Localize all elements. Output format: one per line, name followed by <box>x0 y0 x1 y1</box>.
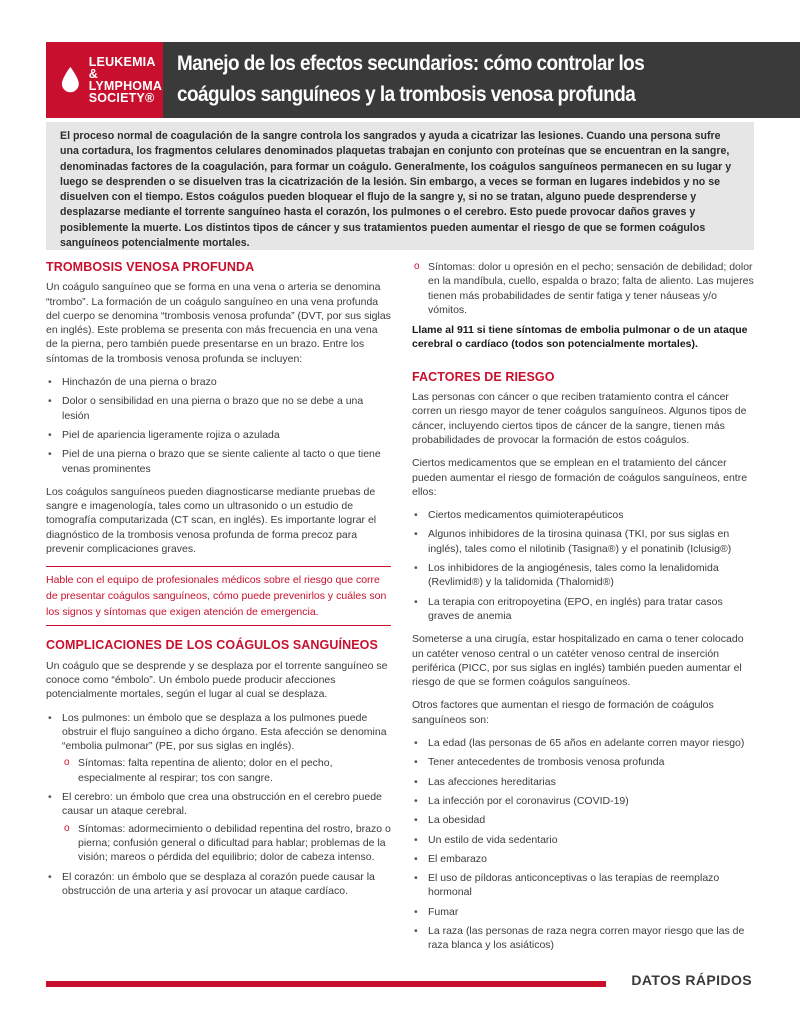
logo-line: LYMPHOMA <box>88 79 163 93</box>
list-item: • Piel de apariencia ligeramente rojiza o azulada <box>46 428 391 442</box>
sub-item: o Síntomas: dolor u opresión en el pecho; sensación de debilidad; dolor en la mandíbula, cuello, espalda o brazo; falta de aliento. Las mujeres tienen más probabilidades de sentir fatiga y tener náuseas y/o vómitos. <box>412 260 757 317</box>
list-item: • Un estilo de vida sedentario <box>412 833 757 847</box>
footer-red-bar <box>46 981 606 987</box>
list-item: • El embarazo <box>412 852 757 866</box>
callout-box: Hable con el equipo de profesionales médicos sobre el riesgo que corre de presentar coágulos sanguíneos, cómo puede prevenirlos y cuáles son los signos y síntomas que exigen atención de emergencia. <box>46 566 391 626</box>
logo-text <box>89 56 164 104</box>
page-header <box>46 42 754 118</box>
blood-drop-icon <box>60 65 81 95</box>
list-item-heart <box>46 870 391 899</box>
section-heading-complications: COMPLICACIONES DE LOS COÁGULOS SANGUÍNEOS <box>46 638 378 653</box>
brain-sublist <box>62 822 391 865</box>
dvt-symptom-list <box>46 375 391 476</box>
dvt-diagnosis-paragraph: Los coágulos sanguíneos pueden diagnosticarse mediante pruebas de sangre e imagenología, tales como un ultrasonido o un estudio de tomografía computarizada (CT scan, en inglés). Es importante lograr el diagnóstico de la trombosis venosa profunda de forma precoz para prevenir complicaciones graves. <box>46 485 377 556</box>
heart-text: El corazón: un émbolo que se desplaza al corazón puede causar la obstrucción de una arteria y así provocar un ataque cardíaco. <box>62 870 375 897</box>
left-column <box>46 256 391 907</box>
footer-label: DATOS RÁPIDOS <box>631 972 752 988</box>
list-item: • La edad (las personas de 65 años en adelante corren mayor riesgo) <box>412 736 757 750</box>
dvt-paragraph: Un coágulo sanguíneo que se forma en una vena o arteria se denomina “trombo”. La formación de un coágulo sanguíneo en una vena profunda del cuerpo se denomina “trombosis venosa profunda” (DVT, por sus siglas en inglés). Este problema se presenta con más frecuencia en una vena de la pierna, pero también puede presentarse en un brazo. Entre los síntomas de la trombosis venosa profunda se incluyen: <box>46 281 391 365</box>
right-column <box>412 256 757 962</box>
list-item-lungs <box>46 711 391 785</box>
list-item: • Las afecciones hereditarias <box>412 775 757 789</box>
sub-item: o Síntomas: falta repentina de aliento; dolor en el pecho, especialmente al respirar; tos con sangre. <box>62 756 391 785</box>
page-title: Manejo de los efectos secundarios: cómo controlar los coágulos sanguíneos y la trombosis venosa profunda <box>177 51 645 106</box>
list-item: • Dolor o sensibilidad en una pierna o brazo que no se debe a una lesión <box>46 394 391 423</box>
list-item: • Hinchazón de una pierna o brazo <box>46 375 391 389</box>
list-item: • El uso de píldoras anticonceptivas o las terapias de reemplazo hormonal <box>412 871 757 900</box>
lls-logo <box>46 42 163 118</box>
call-911-note: Llame al 911 si tiene síntomas de embolia pulmonar o de un ataque cerebral o cardíaco (todos son potencialmente mortales). <box>412 324 748 351</box>
list-item: • Algunos inhibidores de la tirosina quinasa (TKI, por sus siglas en inglés), tales como el nilotinib (Tasigna®) y el ponatinib (Iclusig®) <box>412 527 757 556</box>
risk-factors-list <box>412 736 757 953</box>
complications-paragraph: Un coágulo que se desprende y se desplaza por el torrente sanguíneo se conoce como “émbolo”. Un émbolo puede producir afecciones potencialmente mortales, según el lugar al cual se desplaza. <box>46 659 388 701</box>
medications-list <box>412 508 757 623</box>
complications-list <box>46 711 391 899</box>
lungs-text: Los pulmones: un émbolo que se desplaza a los pulmones puede obstruir el flujo sanguíneo a dicho órgano. Esta afección se denomina “embolia pulmonar” (PE, por sus siglas en inglés). <box>62 711 387 753</box>
list-item: • La infección por el coronavirus (COVID-19) <box>412 794 757 808</box>
lungs-sublist <box>62 756 391 785</box>
list-item: • La terapia con eritropoyetina (EPO, en inglés) para tratar casos graves de anemia <box>412 595 757 624</box>
title-banner <box>163 42 800 118</box>
list-item: • La obesidad <box>412 813 757 827</box>
sub-item: o Síntomas: adormecimiento o debilidad repentina del rostro, brazo o pierna; confusión general o dificultad para hablar; problemas de la visión; mareos o pérdida del equilibrio; dolor de cabeza intenso. <box>62 822 391 865</box>
risk-paragraph-1: Las personas con cáncer o que reciben tratamiento contra el cáncer corren un riesgo mayor de tener coágulos sanguíneos. Algunos tipos de cáncer, incluyendo ciertos tipos de cáncer de la sangre, tienen más probabilidades de provocar la formación de estos coágulos. <box>412 391 747 446</box>
list-item: • Piel de una pierna o brazo que se siente caliente al tacto o que tiene venas prominentes <box>46 447 391 476</box>
list-item: • Los inhibidores de la angiogénesis, tales como la lenalidomida (Revlimid®) y la talidomida (Thalomid®) <box>412 561 757 590</box>
risk-paragraph-2: Ciertos medicamentos que se emplean en el tratamiento del cáncer pueden aumentar el riesgo de formación de coágulos sanguíneos, entre ellos: <box>412 457 748 498</box>
section-heading-dvt: TROMBOSIS VENOSA PROFUNDA <box>46 260 255 274</box>
logo-line: SOCIETY® <box>88 91 155 105</box>
brain-text: El cerebro: un émbolo que crea una obstrucción en el cerebro puede causar un ataque cerebral. <box>62 791 382 818</box>
list-item-brain <box>46 790 391 864</box>
list-item: • La raza (las personas de raza negra corren mayor riesgo que las de raza blanca y los asiáticos) <box>412 924 757 953</box>
logo-line: LEUKEMIA & <box>88 55 156 81</box>
section-heading-risk: FACTORES DE RIESGO <box>412 369 555 384</box>
heart-sublist <box>412 260 757 317</box>
risk-paragraph-3: Someterse a una cirugía, estar hospitalizado en cama o tener colocado un catéter venoso central o un catéter venoso central de inserción periférica (PICC, por sus siglas en inglés) también pueden aumentar el riesgo de que se formen coágulos sanguíneos. <box>412 633 744 689</box>
intro-text: El proceso normal de coagulación de la sangre controla los sangrados y ayuda a cicatrizar las lesiones. Cuando una persona sufre una cortadura, los fragmentos celulares denominados plaquetas trabajan en conjunto con proteínas que se encuentran en la sangre, denominadas factores de la coagulación, para formar un coágulo. Generalmente, los coágulos sanguíneos permanecen en su lugar y luego se desprenden o se disuelven tras la cicatrización de la lesión. Sin embargo, a veces se forman en lugares indebidos y no se disuelven con el tiempo. Estos coágulos pueden bloquear el flujo de la sangre y, si no se tratan, alguno puede desprenderse y desplazarse mediante el torrente sanguíneo hasta el corazón, los pulmones o el cerebro. Esto puede provocar daños graves y posiblemente la muerte. Los distintos tipos de cáncer y sus tratamientos pueden aumentar el riesgo de que se formen coágulos sanguíneos potencialmente mortales. <box>60 130 732 250</box>
intro-box <box>46 122 754 250</box>
list-item: • Ciertos medicamentos quimioterapéuticos <box>412 508 757 522</box>
list-item: • Tener antecedentes de trombosis venosa profunda <box>412 755 757 769</box>
risk-paragraph-4: Otros factores que aumentan el riesgo de formación de coágulos sanguíneos son: <box>412 699 714 726</box>
list-item: • Fumar <box>412 905 757 919</box>
